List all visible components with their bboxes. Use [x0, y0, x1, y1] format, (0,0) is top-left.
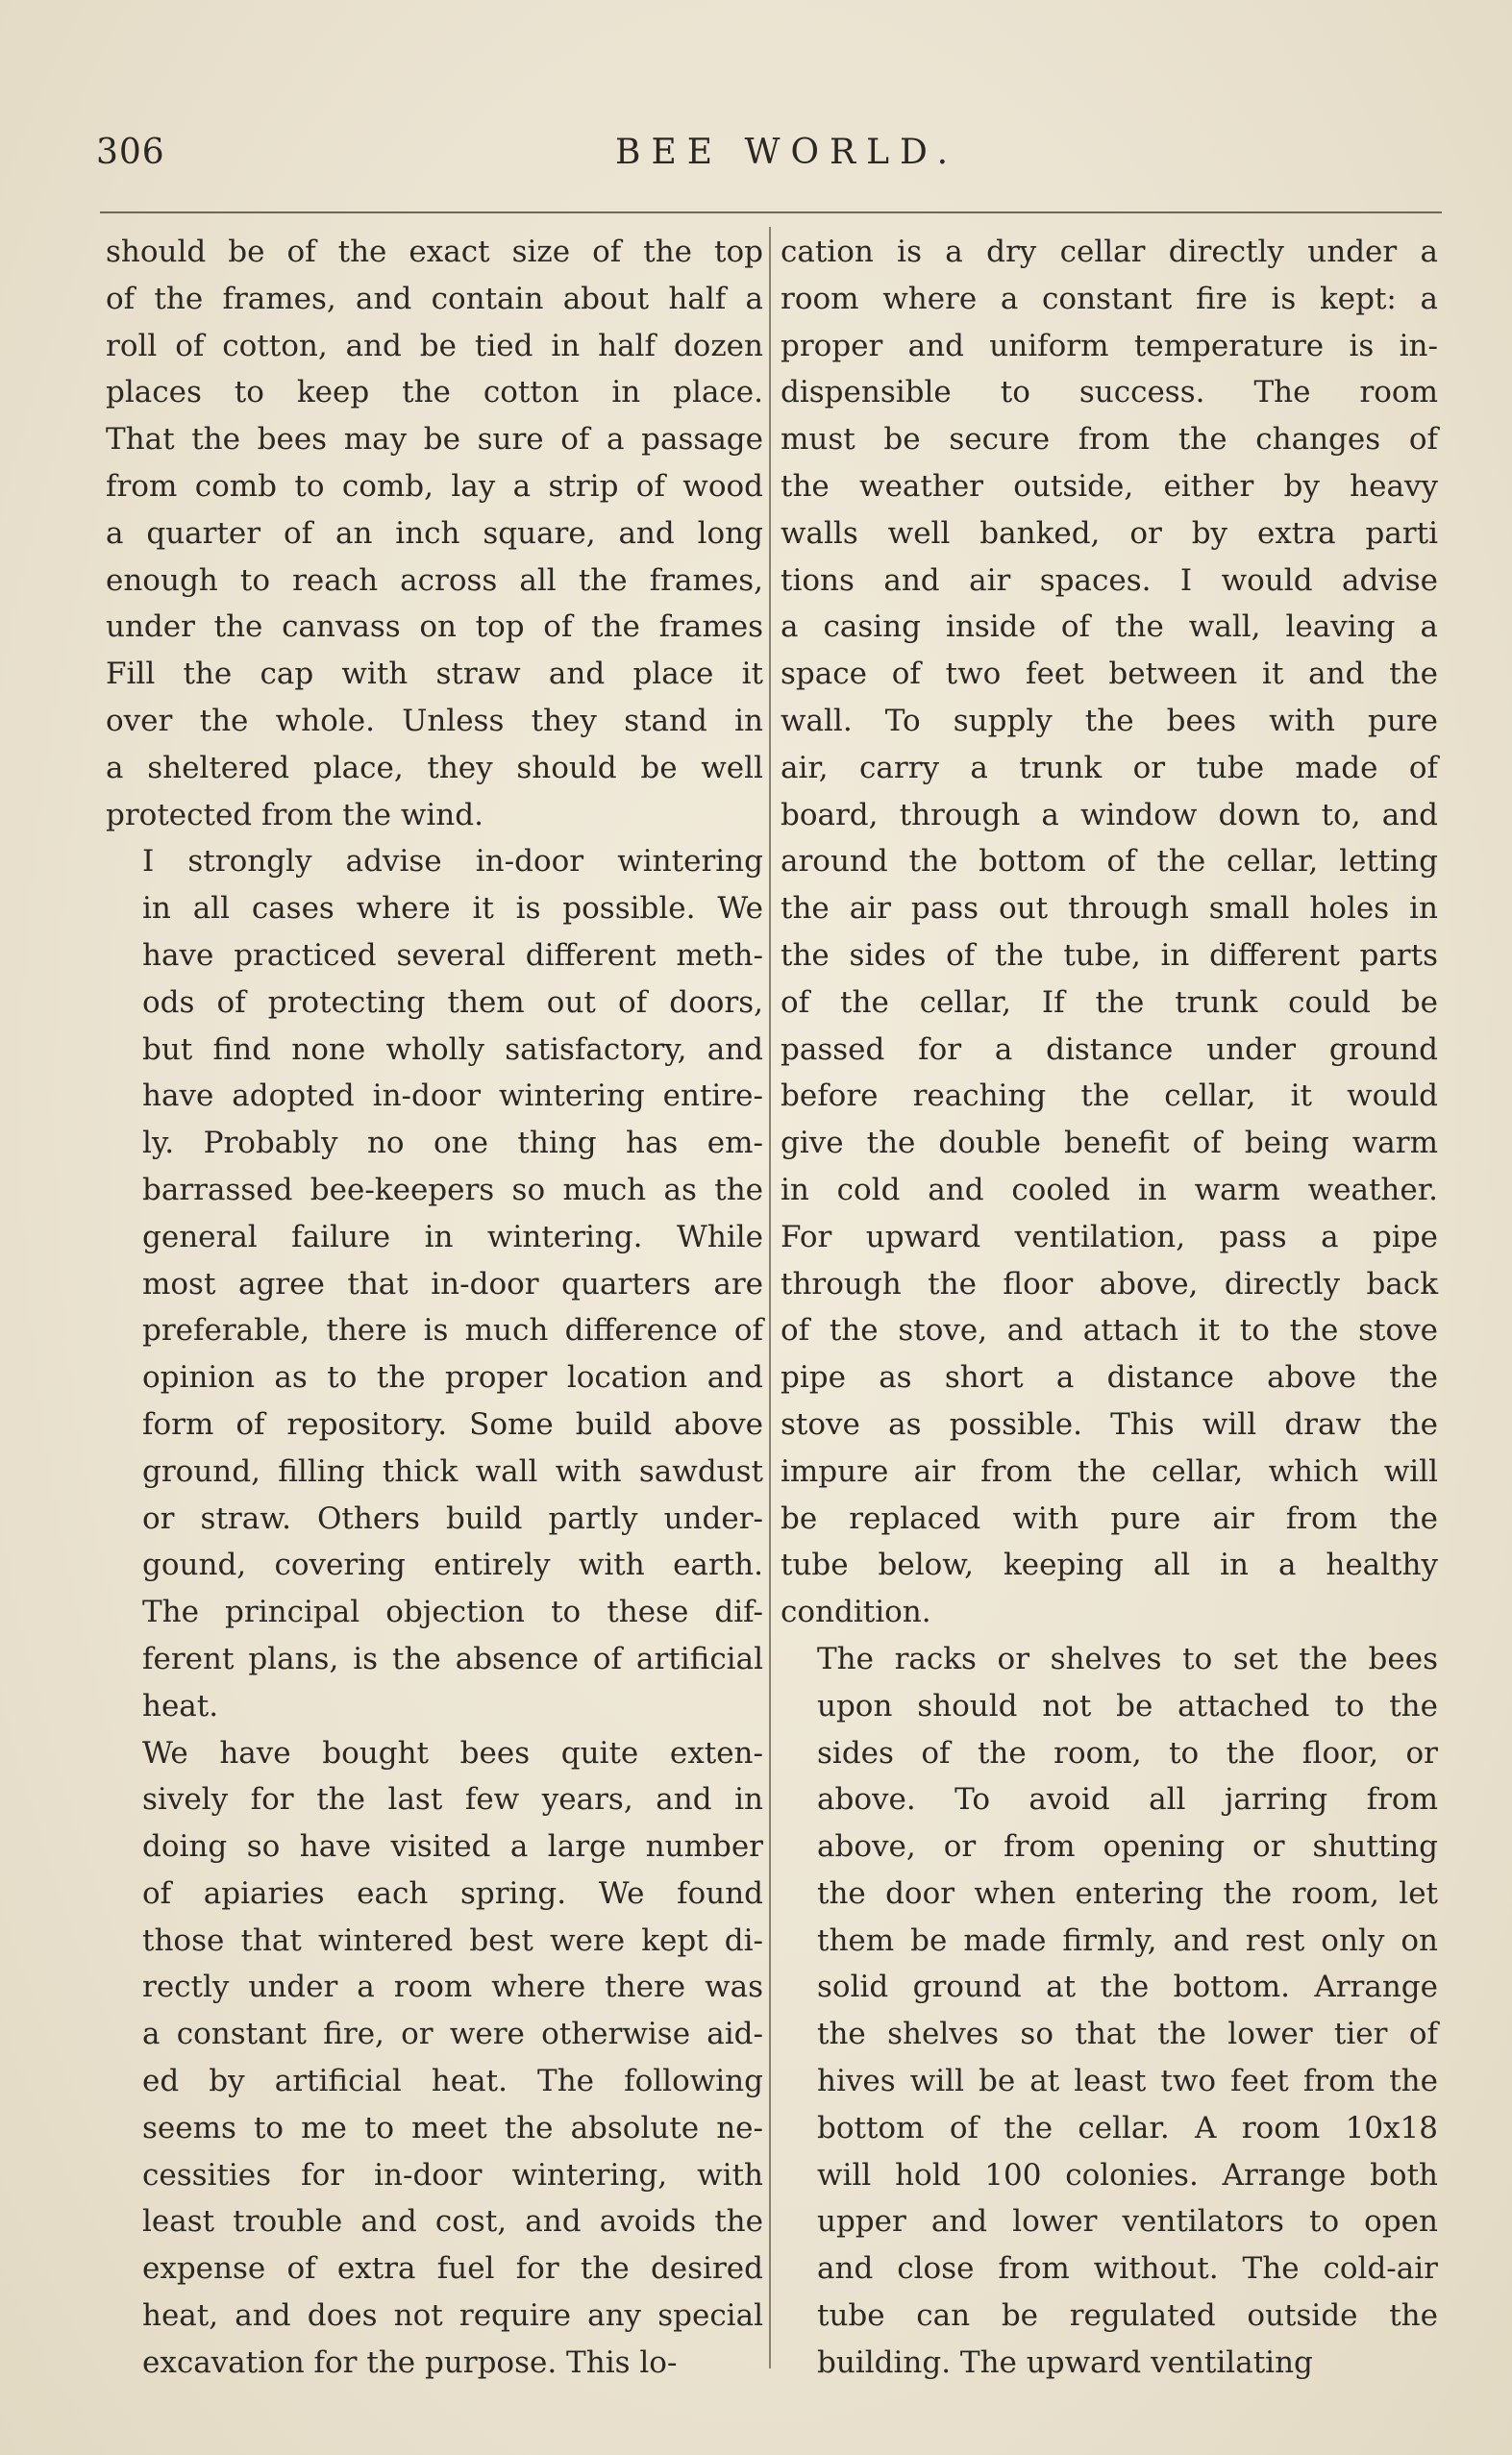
text-line: around the bottom of the cellar, letting: [781, 844, 1438, 880]
text-line: ods of protecting them out of doors,: [142, 984, 763, 1020]
text-line: tions and air spaces. I would advise: [781, 562, 1438, 598]
text-line: impure air from the cellar, which will: [781, 1453, 1438, 1489]
text-line: sively for the last few years, and in: [142, 1782, 763, 1818]
running-title: BEE WORLD.: [615, 133, 959, 172]
text-line: of the frames, and contain about half a: [106, 281, 763, 316]
text-line: a sheltered place, they should be well: [106, 750, 763, 785]
text-line: ly. Probably no one thing has em-: [142, 1126, 763, 1161]
text-line: preferable, there is much difference of: [142, 1313, 763, 1349]
text-line: upper and lower ventilators to open: [817, 2204, 1438, 2240]
text-line: For upward ventilation, pass a pipe: [781, 1219, 1438, 1254]
left-column: [106, 229, 763, 2387]
text-line: proper and uniform temperature is in-: [781, 328, 1438, 363]
text-line: doing so have visited a large number: [142, 1829, 763, 1865]
text-line: That the bees may be sure of a passage: [106, 422, 763, 458]
text-line: seems to me to meet the absolute ne-: [142, 2110, 763, 2145]
text-line: and close from without. The cold-air: [817, 2251, 1438, 2287]
text-line: Fill the cap with straw and place it: [106, 657, 763, 692]
text-line: cessities for in-door wintering, with: [142, 2157, 763, 2193]
text-line: over the whole. Unless they stand in: [106, 703, 763, 738]
text-line: condition.: [781, 1595, 931, 1630]
text-line: ed by artificial heat. The following: [142, 2064, 763, 2099]
text-line: excavation for the purpose. This lo-: [142, 2344, 678, 2380]
text-line: room where a constant fire is kept: a: [781, 281, 1438, 316]
text-line: enough to reach across all the frames,: [106, 562, 763, 598]
text-line: before reaching the cellar, it would: [781, 1079, 1438, 1114]
text-line: most agree that in-door quarters are: [142, 1266, 763, 1302]
text-line: them be made firmly, and rest only on: [817, 1922, 1438, 1958]
text-line: The principal objection to these dif-: [142, 1595, 763, 1630]
text-line: the sides of the tube, in different parts: [781, 937, 1438, 973]
text-line: hives will be at least two feet from the: [817, 2064, 1438, 2099]
text-line: stove as possible. This will draw the: [781, 1406, 1438, 1442]
text-line: general failure in wintering. While: [142, 1219, 763, 1254]
text-line: sides of the room, to the floor, or: [817, 1735, 1438, 1771]
text-line: be replaced with pure air from the: [781, 1500, 1438, 1536]
text-line: wall. To supply the bees with pure: [781, 703, 1438, 738]
text-line: least trouble and cost, and avoids the: [142, 2204, 763, 2240]
text-line: roll of cotton, and be tied in half dozen: [106, 328, 763, 363]
text-line: upon should not be attached to the: [817, 1688, 1438, 1723]
header-rule: [100, 211, 1442, 213]
text-line: above, or from opening or shutting: [817, 1829, 1438, 1865]
text-line: rectly under a room where there was: [142, 1970, 763, 2005]
text-line: protected from the wind.: [106, 797, 483, 832]
text-line: cation is a dry cellar directly under a: [781, 235, 1438, 269]
text-line: but find none wholly satisfactory, and: [142, 1031, 763, 1067]
text-line: of apiaries each spring. We found: [142, 1875, 763, 1911]
text-line: form of repository. Some build above: [142, 1406, 763, 1442]
paragraph: [106, 229, 763, 838]
text-line: under the canvass on top of the frames: [106, 609, 763, 645]
text-line: We have bought bees quite exten-: [142, 1735, 763, 1771]
text-line: a constant fire, or were otherwise aid-: [142, 2017, 763, 2052]
text-line: expense of extra fuel for the desired: [142, 2251, 763, 2287]
text-line: will hold 100 colonies. Arrange both: [817, 2157, 1438, 2193]
paragraph: [106, 838, 763, 1729]
text-line: passed for a distance under ground: [781, 1031, 1438, 1067]
column-divider: [769, 227, 771, 2368]
text-line: give the double benefit of being warm: [781, 1126, 1438, 1161]
text-line: the weather outside, either by heavy: [781, 468, 1438, 504]
text-line: heat, and does not require any special: [142, 2298, 763, 2334]
text-line: from comb to comb, lay a strip of wood: [106, 468, 763, 504]
text-line: board, through a window down to, and: [781, 797, 1438, 832]
text-line: building. The upward ventilating: [817, 2344, 1313, 2380]
text-line: bottom of the cellar. A room 10x18: [817, 2110, 1438, 2145]
text-line: tube below, keeping all in a healthy: [781, 1548, 1438, 1583]
text-line: have adopted in-door wintering entire-: [142, 1079, 763, 1114]
paragraph: [781, 229, 1438, 1636]
text-line: in all cases where it is possible. We: [142, 891, 763, 927]
text-line: of the cellar, If the trunk could be: [781, 984, 1438, 1020]
text-line: a casing inside of the wall, leaving a: [781, 609, 1438, 645]
text-line: pipe as short a distance above the: [781, 1360, 1438, 1396]
text-line: The racks or shelves to set the bees: [817, 1641, 1438, 1676]
text-line: air, carry a trunk or tube made of: [781, 750, 1438, 785]
text-line: opinion as to the proper location and: [142, 1360, 763, 1396]
text-line: must be secure from the changes of: [781, 422, 1438, 458]
text-line: ferent plans, is the absence of artificial: [142, 1641, 763, 1676]
text-line: in cold and cooled in warm weather.: [781, 1172, 1438, 1207]
page-header: [96, 133, 1442, 190]
text-line: tube can be regulated outside the: [817, 2298, 1438, 2334]
text-line: have practiced several different meth-: [142, 937, 763, 973]
text-line: barrassed bee-keepers so much as the: [142, 1172, 763, 1207]
paragraph: [781, 1636, 1438, 2387]
text-line: or straw. Others build partly under-: [142, 1500, 763, 1536]
paragraph: [106, 1730, 763, 2387]
text-line: the air pass out through small holes in: [781, 891, 1438, 927]
text-line: I strongly advise in-door wintering: [142, 844, 763, 880]
text-line: dispensible to success. The room: [781, 375, 1438, 410]
text-line: solid ground at the bottom. Arrange: [817, 1970, 1438, 2005]
text-line: places to keep the cotton in place.: [106, 375, 763, 410]
text-line: those that wintered best were kept di-: [142, 1922, 763, 1958]
text-line: the door when entering the room, let: [817, 1875, 1438, 1911]
text-line: the shelves so that the lower tier of: [817, 2017, 1438, 2052]
page-number: 306: [96, 133, 165, 172]
text-line: walls well banked, or by extra parti: [781, 515, 1438, 551]
text-line: above. To avoid all jarring from: [817, 1782, 1438, 1818]
right-column: [781, 229, 1438, 2387]
text-line: space of two feet between it and the: [781, 657, 1438, 692]
text-line: ground, filling thick wall with sawdust: [142, 1453, 763, 1489]
text-line: should be of the exact size of the top: [106, 235, 763, 269]
text-line: heat.: [142, 1688, 219, 1723]
text-line: through the floor above, directly back: [781, 1266, 1438, 1302]
text-line: of the stove, and attach it to the stove: [781, 1313, 1438, 1349]
text-line: gound, covering entirely with earth.: [142, 1548, 763, 1583]
text-line: a quarter of an inch square, and long: [106, 515, 763, 551]
